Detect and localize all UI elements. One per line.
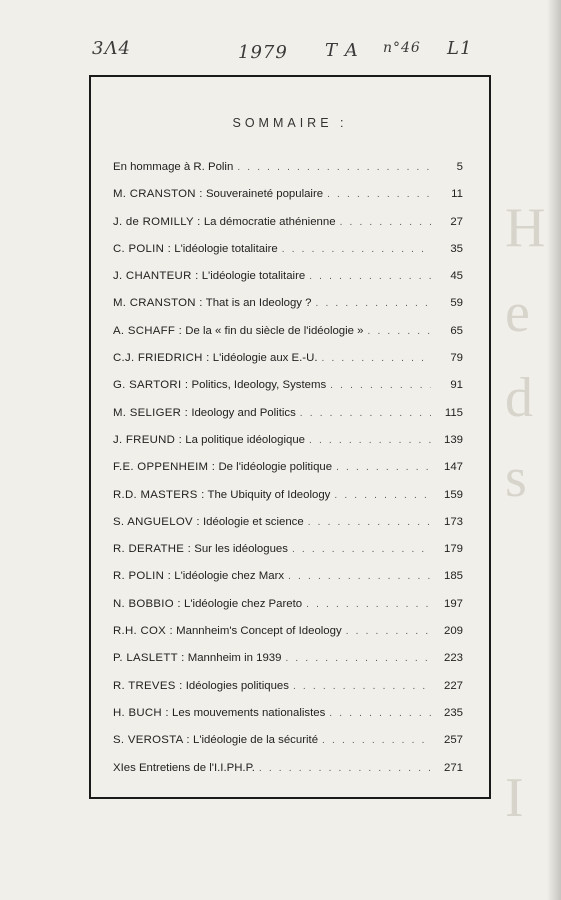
entry-text (113, 734, 318, 746)
entry-title: L'idéologie aux E.-U. (212, 352, 318, 365)
entry-text (113, 161, 233, 173)
entry-author: J. de ROMILLY : (113, 215, 201, 228)
dot-leader (300, 408, 431, 419)
entry-page-number: 159 (443, 488, 463, 501)
entry-text (113, 188, 323, 200)
handwritten-annotation (0, 36, 561, 76)
entry-text (113, 570, 284, 582)
entry-title: Souveraineté populaire (205, 188, 324, 201)
dot-leader (346, 626, 431, 637)
dot-leader (336, 462, 431, 473)
toc-entry (113, 270, 463, 297)
entry-author: M. CRANSTON : (113, 188, 203, 201)
toc-entry (113, 489, 463, 516)
entry-text (113, 461, 332, 473)
entry-author: F.E. OPPENHEIM : (113, 461, 216, 474)
entry-text (113, 297, 311, 309)
entry-author: S. ANGUELOV : (113, 515, 200, 528)
entry-text (113, 434, 305, 446)
entry-title: En hommage à R. Polin (113, 161, 234, 173)
toc-entry (113, 516, 463, 543)
entry-author: R. TREVES : (113, 679, 183, 692)
entry-title: L'idéologie chez Pareto (184, 597, 303, 610)
entry-text (113, 516, 304, 528)
entry-title: The Ubiquity of Ideology (207, 488, 331, 501)
entry-author: J. FREUND : (113, 433, 183, 446)
entry-page-number: 139 (443, 433, 463, 446)
entry-page-number: 45 (450, 270, 463, 283)
toc-entry (113, 707, 463, 734)
toc-entry (113, 161, 463, 188)
toc-entry (113, 407, 463, 434)
bleed-through-letter: s (505, 447, 527, 509)
entry-author: J. CHANTEUR : (113, 270, 199, 283)
entry-author: C. POLIN : (113, 242, 172, 255)
entry-title: L'idéologie totalitaire (174, 242, 278, 255)
entry-author: R. DERATHE : (113, 543, 192, 556)
entry-title: La politique idéologique (185, 433, 305, 446)
table-of-contents (113, 161, 463, 789)
toc-entry (113, 652, 463, 679)
entry-text (113, 680, 289, 692)
handwritten-mark: n°46 (383, 40, 421, 56)
entry-author: M. SELIGER : (113, 406, 189, 419)
entry-page-number: 185 (443, 570, 463, 583)
entry-page-number: 257 (443, 734, 463, 747)
dot-leader (237, 162, 431, 173)
toc-entry (113, 543, 463, 570)
entry-page-number: 59 (450, 297, 463, 310)
entry-title: Sur les idéologues (194, 543, 288, 556)
entry-author: R. POLIN : (113, 570, 172, 583)
entry-title: De la « fin du siècle de l'idéologie » (185, 324, 364, 337)
entry-page-number: 209 (443, 625, 463, 638)
entry-text (113, 707, 325, 719)
handwritten-mark: 3Λ4 (92, 38, 131, 59)
entry-title: That is an Ideology ? (205, 297, 312, 310)
entry-text (113, 243, 278, 255)
entry-text (113, 352, 318, 364)
entry-title: Politics, Ideology, Systems (191, 379, 327, 392)
dot-leader (330, 380, 431, 391)
entry-text (113, 489, 330, 501)
contents-frame (89, 75, 491, 799)
entry-page-number: 91 (450, 379, 463, 392)
entry-text (113, 543, 288, 555)
entry-page-number: 65 (450, 324, 463, 337)
entry-title: L'idéologie totalitaire (201, 270, 306, 283)
entry-title: De l'idéologie politique (218, 461, 333, 474)
entry-author: N. BOBBIO : (113, 597, 181, 610)
entry-author: G. SARTORI : (113, 379, 189, 392)
dot-leader (309, 435, 431, 446)
entry-text (113, 325, 364, 337)
entry-title: Mannheim in 1939 (187, 652, 282, 665)
entry-author: P. LASLETT : (113, 652, 185, 665)
handwritten-mark: L1 (447, 38, 473, 59)
entry-page-number: 197 (443, 597, 463, 610)
entry-text (113, 407, 296, 419)
entry-page-number: 115 (444, 406, 463, 419)
dot-leader (368, 326, 431, 337)
entry-page-number: 173 (443, 515, 463, 528)
toc-entry (113, 625, 463, 652)
toc-entry (113, 216, 463, 243)
entry-title: Idéologies politiques (185, 679, 289, 692)
toc-entry (113, 461, 463, 488)
entry-page-number: 227 (443, 679, 463, 692)
entry-text (113, 598, 302, 610)
toc-entry (113, 434, 463, 461)
entry-author: H. BUCH : (113, 706, 169, 719)
entry-title: L'idéologie chez Marx (174, 570, 285, 583)
toc-entry (113, 680, 463, 707)
entry-text (113, 216, 336, 228)
entry-author: R.H. COX : (113, 625, 173, 638)
entry-page-number: 223 (443, 652, 463, 665)
entry-page-number: 79 (450, 352, 463, 365)
entry-title: Mannheim's Concept of Ideology (176, 625, 342, 638)
entry-text (113, 652, 281, 664)
toc-entry (113, 570, 463, 597)
handwritten-mark: T A (325, 40, 359, 61)
entry-title: La démocratie athénienne (203, 215, 336, 228)
contents-title: SOMMAIRE : (232, 116, 348, 130)
dot-leader (293, 681, 431, 692)
toc-entry (113, 243, 463, 270)
dot-leader (322, 353, 432, 364)
entry-text (113, 625, 342, 637)
entry-author: C.J. FRIEDRICH : (113, 352, 210, 365)
dot-leader (329, 708, 431, 719)
entry-title: L'idéologie de la sécurité (193, 734, 319, 747)
dot-leader (308, 517, 431, 528)
entry-text (113, 270, 305, 282)
entry-page-number: 271 (443, 761, 463, 774)
dot-leader (292, 544, 431, 555)
entry-author: A. SCHAFF : (113, 324, 183, 337)
entry-page-number: 11 (451, 188, 463, 201)
handwritten-mark: 1979 (238, 42, 288, 63)
dot-leader (322, 735, 431, 746)
entry-page-number: 147 (443, 461, 463, 474)
entry-page-number: 235 (443, 706, 463, 719)
toc-entry (113, 297, 463, 324)
dot-leader (327, 189, 431, 200)
entry-text (113, 379, 326, 391)
entry-author: M. CRANSTON : (113, 297, 203, 310)
dot-leader (315, 298, 431, 309)
dot-leader (259, 763, 431, 774)
toc-entry (113, 734, 463, 761)
toc-entry (113, 762, 463, 789)
dot-leader (309, 271, 431, 282)
toc-entry (113, 325, 463, 352)
toc-entry (113, 352, 463, 379)
entry-page-number: 5 (456, 161, 463, 173)
dot-leader (282, 244, 431, 255)
entry-text (113, 762, 255, 774)
entry-page-number: 179 (443, 543, 463, 556)
entry-title: Les mouvements nationalistes (172, 706, 326, 719)
entry-title: Idéologie et science (203, 515, 304, 528)
toc-entry (113, 188, 463, 215)
entry-page-number: 27 (450, 215, 463, 228)
bleed-through-letter: H (505, 197, 546, 259)
entry-author: R.D. MASTERS : (113, 488, 205, 501)
dot-leader (288, 571, 431, 582)
dot-leader (285, 653, 431, 664)
entry-author: S. VEROSTA : (113, 734, 190, 747)
bleed-through-letter: e (505, 282, 530, 344)
toc-entry (113, 598, 463, 625)
entry-title: Ideology and Politics (191, 406, 296, 419)
dot-leader (340, 217, 431, 228)
page-edge-shadow (547, 0, 561, 900)
dot-leader (306, 599, 431, 610)
toc-entry (113, 379, 463, 406)
entry-title: XIes Entretiens de l'I.I.PH.P. (113, 761, 255, 774)
entry-page-number: 35 (450, 242, 463, 255)
dot-leader (334, 490, 431, 501)
bleed-through-letter: d (505, 367, 533, 429)
bleed-through-letter: I (505, 767, 524, 829)
